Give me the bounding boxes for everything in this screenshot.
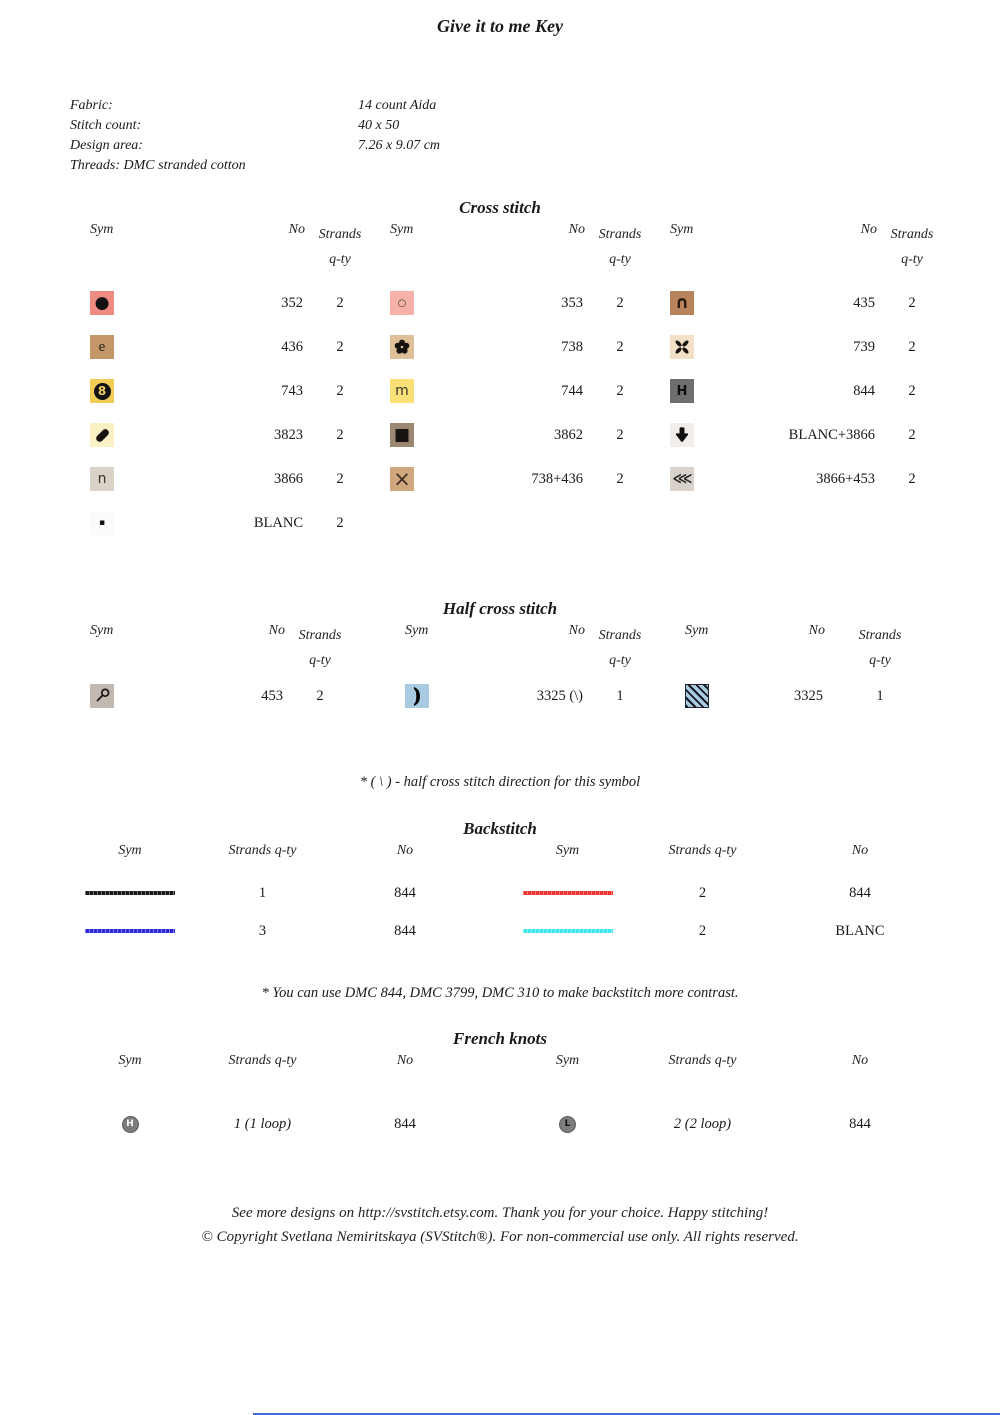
- col-header-sym: Sym: [685, 623, 709, 638]
- col-header-sym: Sym: [118, 1053, 142, 1068]
- strands-qty: 2: [908, 383, 916, 399]
- strands-qty: 2: [616, 471, 624, 487]
- col-header-no: No: [396, 1053, 414, 1068]
- french-knots-header: [0, 1053, 1000, 1069]
- half-cross-heading: Half cross stitch: [442, 599, 558, 618]
- symbol-swatch-436: [90, 335, 114, 359]
- thread-no: 744: [561, 383, 583, 399]
- four-leaf-icon: [674, 339, 690, 355]
- down-arrow-icon: [673, 426, 691, 444]
- strands-qty: 2: [336, 515, 344, 531]
- footer-line-2: © Copyright Svetlana Nemiritskaya (SVStitch®). For non-commercial use only. All rights reserved.: [201, 1229, 799, 1245]
- thread-no: 352: [281, 295, 303, 311]
- small-square-icon: ▪: [98, 517, 106, 528]
- symbol-swatch-743: [90, 379, 114, 403]
- col-header-sym: Sym: [118, 843, 142, 858]
- col-header-sym: Sym: [670, 222, 694, 237]
- french-knots-row: [0, 1110, 1000, 1138]
- thread-no: 844: [849, 1115, 871, 1132]
- col-header-sym: Sym: [555, 1053, 580, 1068]
- arch-icon: ∩: [675, 292, 689, 313]
- strands-qty: 2: [616, 427, 624, 443]
- strands-qty: 2 (2 loop): [673, 1115, 732, 1132]
- col-header-no: No: [396, 843, 414, 858]
- circled-8-icon: 8: [94, 383, 111, 400]
- col-header-sym: Sym: [390, 222, 414, 237]
- triple-chevron-icon: ⋘: [672, 471, 692, 487]
- dot-icon: ●: [94, 292, 110, 313]
- symbol-swatch-739: [670, 335, 694, 359]
- strands-qty: 2: [698, 884, 707, 901]
- info-row-stitch-count: [70, 116, 1000, 136]
- strands-qty: 2: [336, 427, 344, 443]
- thread-no: 739: [853, 339, 875, 355]
- thread-no: 3862: [554, 427, 583, 443]
- info-value: 40 x 50: [358, 118, 400, 133]
- thread-no: 435: [853, 295, 875, 311]
- thread-no: 844: [849, 884, 871, 901]
- strands-qty: 2: [316, 688, 324, 704]
- symbol-swatch-blanc: [90, 511, 114, 535]
- info-value: 7.26 x 9.07 cm: [358, 138, 441, 153]
- thread-no: 743: [281, 383, 303, 399]
- col-header-no: No: [808, 623, 825, 638]
- info-row-threads: [70, 156, 1000, 176]
- thread-no: 844: [853, 383, 875, 399]
- backstitch-header: [0, 843, 1000, 859]
- strands-qty: 1: [258, 884, 267, 901]
- symbol-swatch-3862: [390, 423, 414, 447]
- symbol-swatch-738-436: [390, 467, 414, 491]
- strands-qty: 2: [908, 339, 916, 355]
- col-header-strands-qty: Strands q-ty: [228, 843, 297, 858]
- backstitch-line-blue: [85, 929, 175, 933]
- symbol-swatch-3866-453: [670, 467, 694, 491]
- knot-circle-l-icon: L: [559, 1116, 576, 1133]
- thread-no: 3823: [274, 427, 303, 443]
- col-header-no: No: [568, 623, 585, 638]
- thread-no: BLANC: [253, 515, 303, 531]
- col-header-no: No: [288, 222, 305, 237]
- thread-no: BLANC+3866: [788, 427, 875, 443]
- footer-line-1: See more designs on http://svstitch.etsy.com. Thank you for your choice. Happy stitching!: [231, 1205, 769, 1221]
- col-header-no: No: [851, 1053, 869, 1068]
- strands-qty: 2: [616, 339, 624, 355]
- col-header-sym: Sym: [90, 222, 114, 237]
- crescent-icon: ): [413, 684, 421, 706]
- thread-no: 3325: [794, 688, 823, 704]
- letter-m-icon: m: [395, 383, 409, 399]
- col-header-strands: Strands q-ty: [598, 227, 642, 267]
- thread-no: 738: [561, 339, 583, 355]
- strands-qty: 2: [616, 383, 624, 399]
- thread-no: BLANC: [835, 922, 885, 939]
- strands-qty: 2: [336, 471, 344, 487]
- symbol-swatch-blanc-3866: [670, 423, 694, 447]
- thread-no: 3866+453: [816, 471, 875, 487]
- thread-no: 3325 (\): [536, 688, 583, 704]
- knot-circle-h-icon: H: [122, 1116, 139, 1133]
- french-knots-heading: French knots: [453, 1029, 547, 1048]
- col-header-strands-qty: Strands q-ty: [668, 843, 737, 858]
- col-header-strands-qty: Strands q-ty: [228, 1053, 297, 1068]
- letter-h-icon: H: [676, 383, 688, 399]
- strands-qty: 2: [336, 383, 344, 399]
- backstitch-row: [0, 880, 1000, 906]
- cross-stitch-header: [0, 222, 1000, 272]
- letter-e-icon: e: [98, 338, 106, 355]
- strands-qty: 2: [616, 295, 624, 311]
- info-label: Design area:: [70, 138, 143, 153]
- symbol-swatch-3823: [90, 423, 114, 447]
- strands-qty: 2: [908, 427, 916, 443]
- col-header-sym: Sym: [90, 623, 114, 638]
- col-header-strands: Strands q-ty: [858, 628, 902, 668]
- thread-no: 738+436: [531, 471, 583, 487]
- symbol-swatch-3325-diag: [405, 684, 429, 708]
- col-header-no: No: [268, 623, 285, 638]
- pin-icon: [92, 686, 112, 706]
- thread-no: 353: [561, 295, 583, 311]
- thread-no: 436: [281, 339, 303, 355]
- symbol-swatch-3866: [90, 467, 114, 491]
- col-header-strands: Strands q-ty: [318, 227, 362, 267]
- strands-qty: 1: [616, 688, 624, 704]
- backstitch-note: * You can use DMC 844, DMC 3799, DMC 310 to make backstitch more contrast.: [261, 985, 739, 1001]
- col-header-no: No: [851, 843, 869, 858]
- page-title: Give it to me Key: [437, 16, 563, 36]
- info-label: Fabric:: [70, 98, 113, 113]
- strands-qty: 2: [336, 295, 344, 311]
- col-header-no: No: [568, 222, 585, 237]
- col-header-sym: Sym: [555, 843, 580, 858]
- thread-no: 3866: [274, 471, 303, 487]
- thread-no: 844: [394, 1115, 416, 1132]
- info-value: 14 count Aida: [358, 98, 437, 113]
- backstitch-line-black: [85, 891, 175, 895]
- col-header-strands: Strands q-ty: [598, 628, 642, 668]
- info-row-fabric: [70, 96, 1000, 116]
- half-cross-table: [0, 684, 1000, 708]
- col-header-strands: Strands q-ty: [890, 227, 934, 267]
- thread-no: 453: [261, 688, 283, 704]
- symbol-swatch-744: [390, 379, 414, 403]
- backstitch-row: [0, 918, 1000, 944]
- col-header-strands-qty: Strands q-ty: [668, 1053, 737, 1068]
- flower-icon: [394, 339, 410, 355]
- thread-no: 844: [394, 922, 416, 939]
- info-label: Stitch count:: [70, 118, 142, 133]
- symbol-swatch-3325-hatch: [685, 684, 709, 708]
- strands-qty: 2: [908, 471, 916, 487]
- strands-qty: 2: [336, 339, 344, 355]
- backstitch-line-cyan: [523, 929, 613, 933]
- symbol-swatch-435: [670, 291, 694, 315]
- diagonal-capsule-icon: [94, 427, 110, 443]
- col-header-no: No: [860, 222, 877, 237]
- info-label: Threads: DMC stranded cotton: [70, 158, 246, 173]
- strands-qty: 1: [876, 688, 884, 704]
- half-cross-note: * ( \ ) - half cross stitch direction for this symbol: [359, 774, 641, 790]
- cross-stitch-heading: Cross stitch: [459, 198, 541, 217]
- fabric-info-block: [0, 96, 1000, 176]
- strands-qty: 3: [258, 922, 267, 939]
- ring-icon: ○: [397, 297, 407, 309]
- letter-n-icon: n: [97, 471, 107, 487]
- symbol-swatch-453: [90, 684, 114, 708]
- symbol-swatch-353: [390, 291, 414, 315]
- backstitch-heading: Backstitch: [463, 819, 537, 838]
- backstitch-line-red: [523, 891, 613, 895]
- symbol-swatch-738: [390, 335, 414, 359]
- strands-qty: 2: [698, 922, 707, 939]
- symbol-swatch-352: [90, 291, 114, 315]
- strands-qty: 1 (1 loop): [233, 1115, 292, 1132]
- thread-no: 844: [394, 884, 416, 901]
- half-cross-header: [0, 623, 1000, 673]
- col-header-sym: Sym: [405, 623, 429, 638]
- info-row-design-area: [70, 136, 1000, 156]
- filled-square-icon: ■: [393, 424, 411, 445]
- info-value: [358, 156, 1000, 176]
- cross-stitch-table: [0, 291, 1000, 535]
- col-header-strands: Strands q-ty: [298, 628, 342, 668]
- strands-qty: 2: [908, 295, 916, 311]
- x-cross-icon: ×: [393, 467, 411, 491]
- symbol-swatch-844: [670, 379, 694, 403]
